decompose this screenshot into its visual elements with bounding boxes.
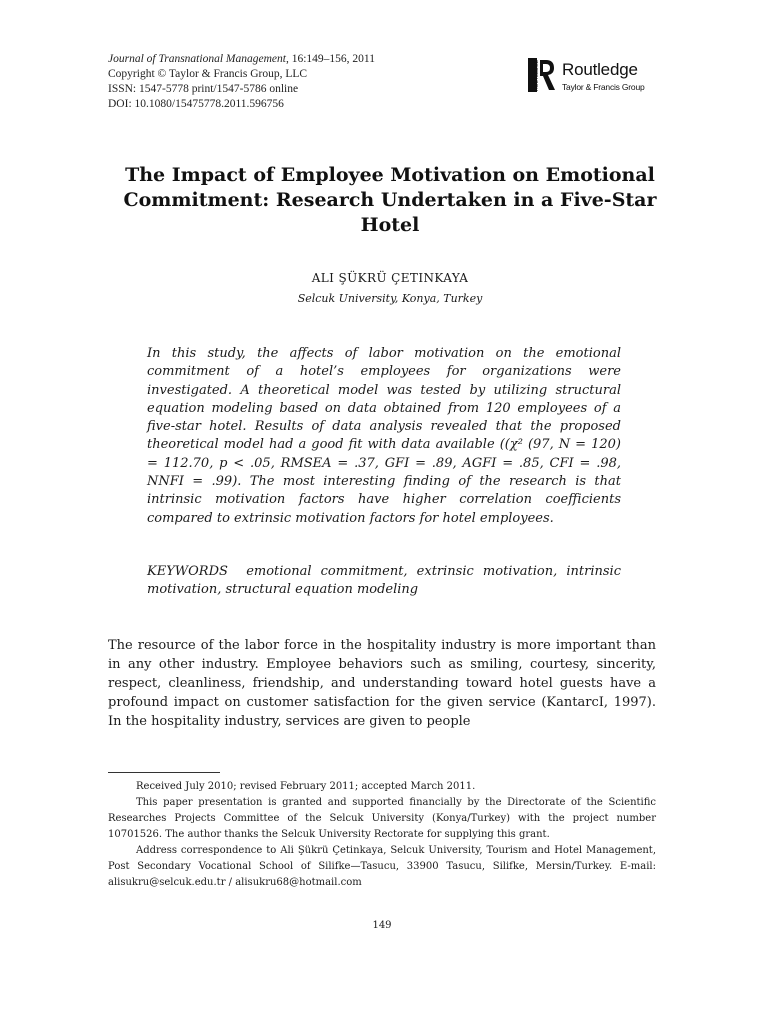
journal-metadata [108, 52, 375, 112]
logo-brand: Routledge [562, 60, 638, 79]
footnote-divider [108, 772, 220, 773]
page-number: 149 [372, 920, 392, 931]
keywords-list: emotional commitment, extrinsic motivation, intrinsic motivation, structural equation modeling [147, 564, 621, 598]
abstract: In this study, the affects of labor motivation on the emotional commitment of a hotel’s employees for organizations were investigated. A theoretical model was tested by utilizing structural equation modeling based on data obtained from 120 employees of a five-star hotel. Results of data analysis revealed that the proposed theoretical model had a good fit with data available ((χ² (97, N = 120) = 112.70, p < .05, RMSEA = .37, GFI = .89, AGFI = .85, CFI = .98, NNFI = .99). The most interesting finding of the research is that intrinsic motivation factors have higher correlation coefficients compared to extrinsic motivation factors for hotel employees. [147, 346, 621, 526]
logo-vertical-text: ROUTLEDGE [534, 59, 540, 91]
keywords-label: KEYWORDS [147, 564, 228, 579]
journal-volume-pages: , 16:149–156, 2011 [285, 53, 375, 65]
copyright-line: Copyright © Taylor & Francis Group, LLC [108, 68, 308, 80]
doi-line: DOI: 10.1080/15475778.2011.596756 [108, 98, 284, 110]
footnote-funding: This paper presentation is granted and supported financially by the Directorate of the Scientific Researches Projects Committee of the Selcuk University (Konya/Turkey) with the project number 10701526. The author thanks the Selcuk University Rectorate for supplying this grant. [108, 797, 656, 840]
routledge-r-icon [528, 58, 556, 92]
footnote-address: Address correspondence to Ali Şükrü Çetinkaya, Selcuk University, Tourism and Hotel Management, Post Secondary Vocational School of Silifke—Tasucu, 33900 Tasucu, Silifke, Mersin/Turkey. E-mail: alisukru@selcuk.edu.tr / alisukru68@hotmail.com [108, 845, 656, 888]
author-name: ALI ŞÜKRÜ ÇETINKAYA [311, 271, 469, 285]
footnotes [108, 779, 656, 891]
body-paragraph: The resource of the labor force in the hospitality industry is more important than in any other industry. Employee behaviors such as smiling, courtesy, sincerity, respect, cleanliness, friendship, and understanding toward hotel guests have a profound impact on customer satisfaction for the given service (KantarcI, 1997). In the hospitality industry, services are given to people [108, 638, 656, 729]
routledge-logo [528, 58, 668, 98]
author-affiliation: Selcuk University, Konya, Turkey [297, 292, 483, 305]
footnote-received: Received July 2010; revised February 2011; accepted March 2011. [136, 781, 476, 792]
article-title: The Impact of Employee Motivation on Emotional Commitment: Research Undertaken in a Five-Star Hotel [123, 164, 657, 236]
journal-title: Journal of Transnational Management [108, 53, 286, 65]
logo-subtitle: Taylor & Francis Group [562, 82, 645, 92]
journal-citation [108, 52, 375, 67]
keywords [147, 563, 621, 600]
issn-line: ISSN: 1547-5778 print/1547-5786 online [108, 83, 299, 95]
